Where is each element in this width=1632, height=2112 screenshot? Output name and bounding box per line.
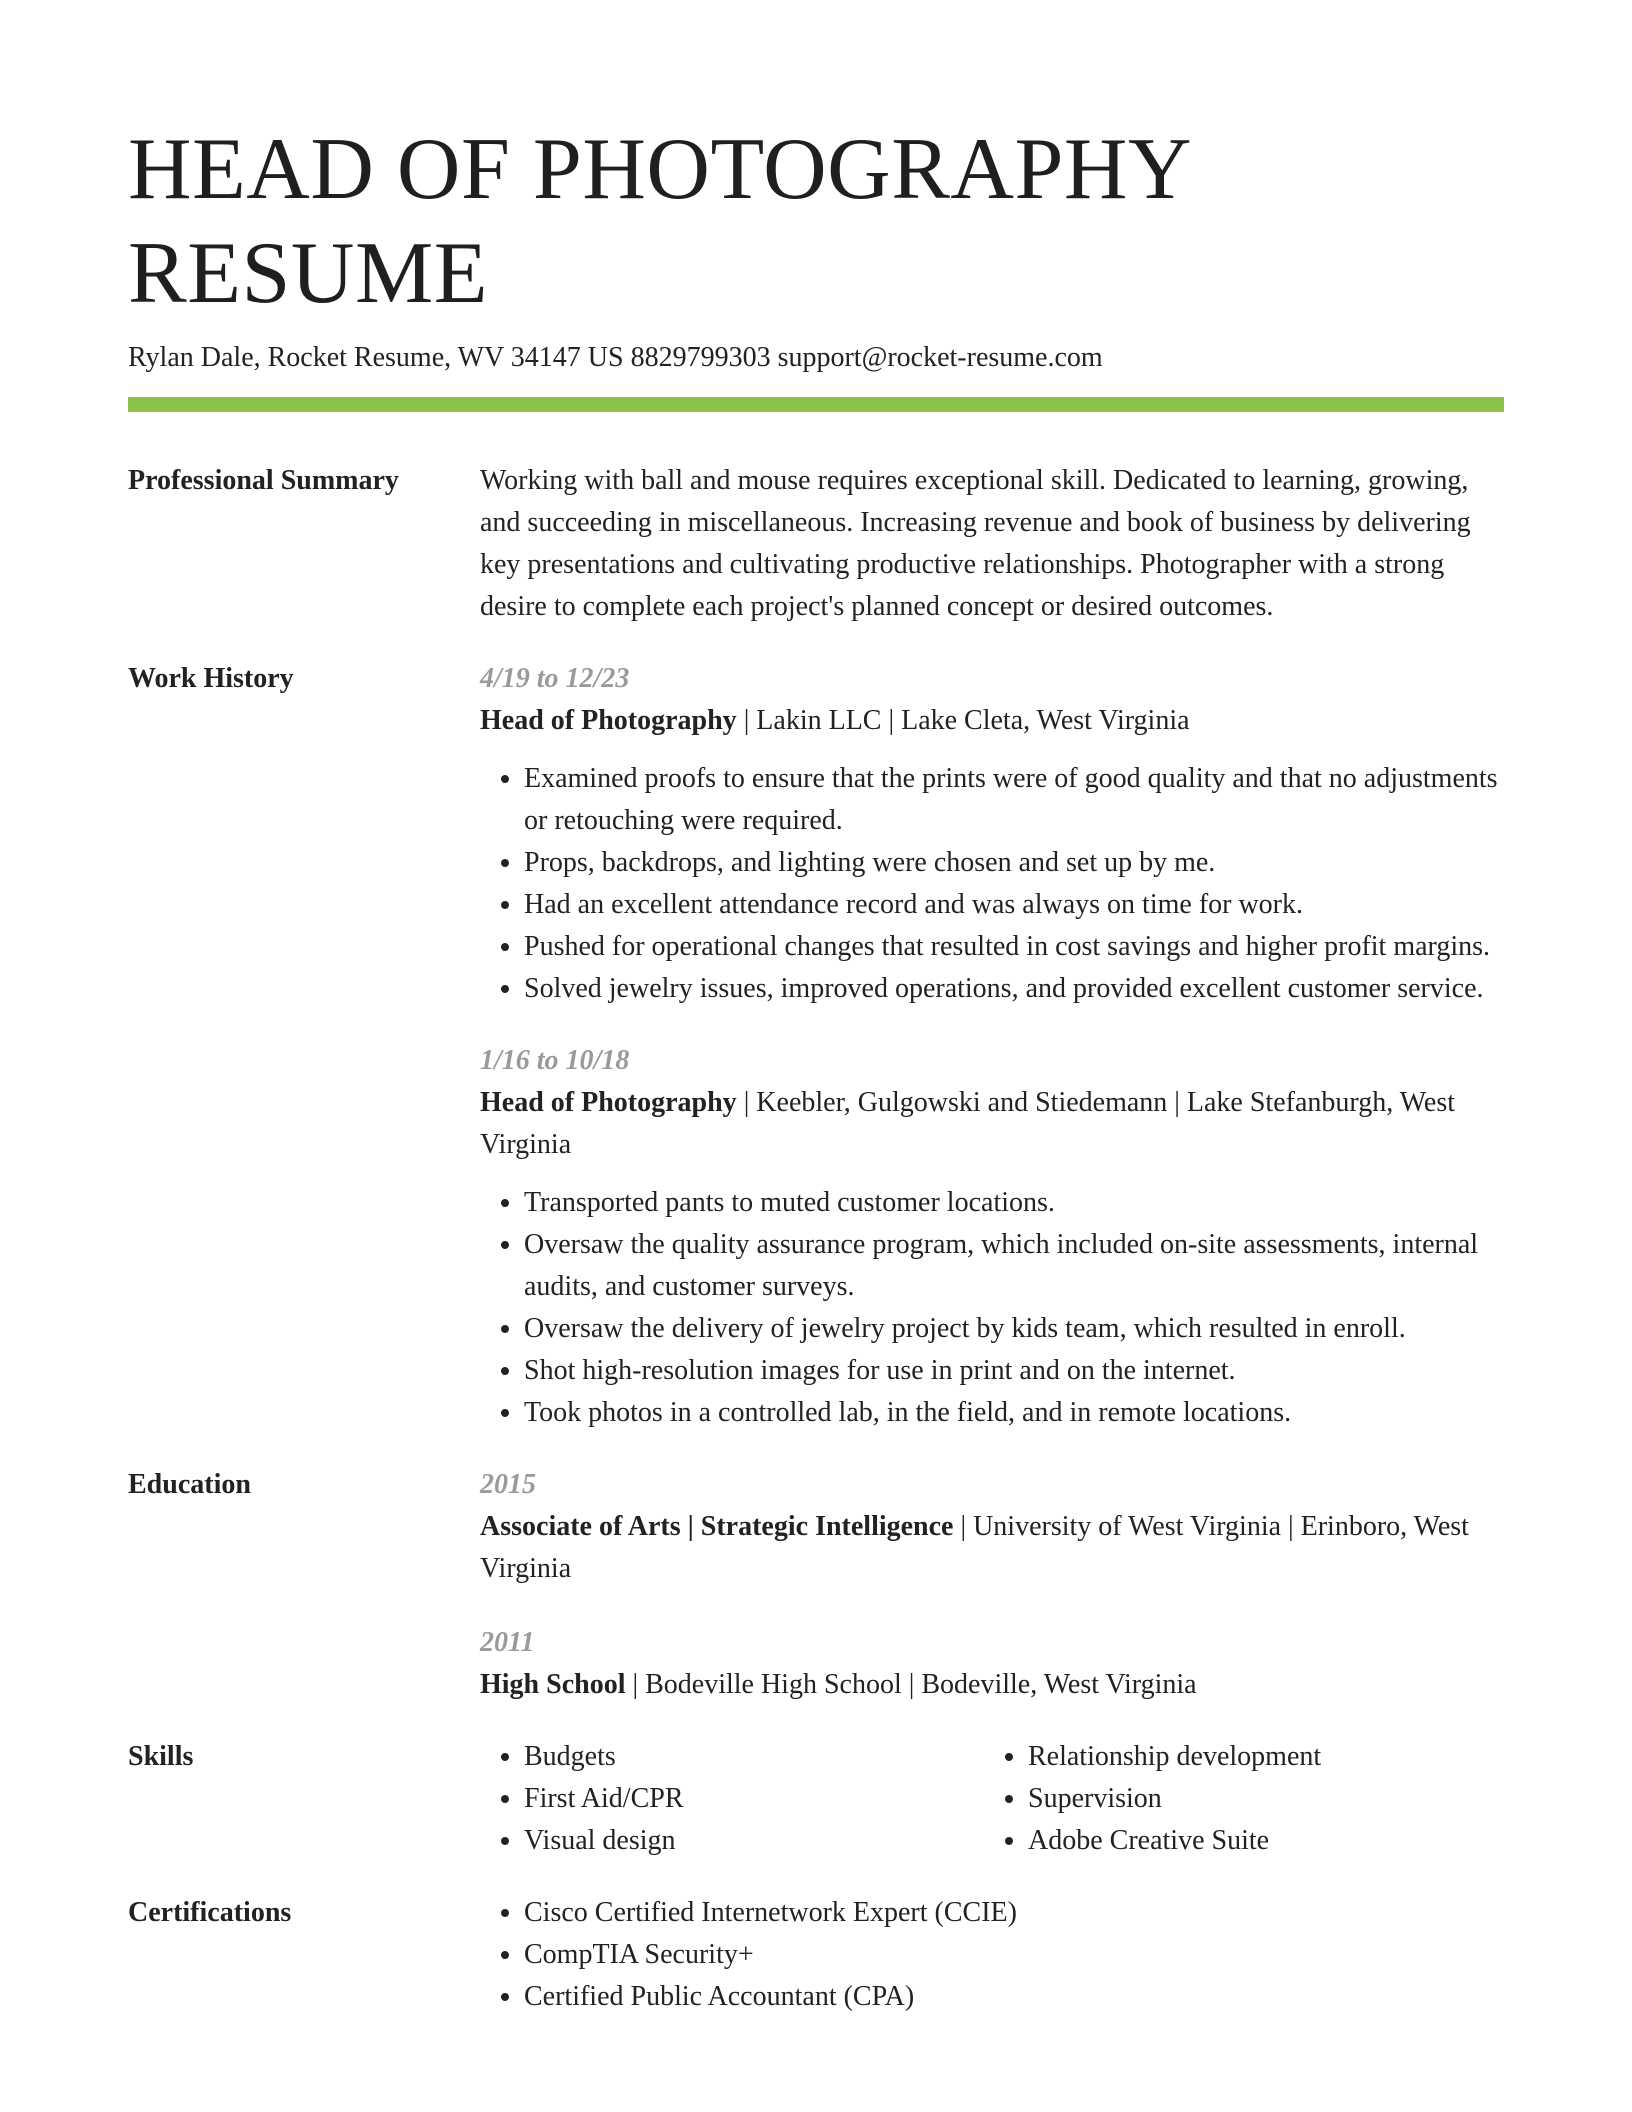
section-label-skills: Skills — [128, 1741, 194, 1772]
list-item: • Transported pants to muted customer locations. — [524, 1182, 1504, 1224]
job-dates: 1/16 to 10/18 — [480, 1045, 630, 1076]
certifications-list — [480, 1892, 1504, 2018]
list-item: • Supervision — [1028, 1778, 1488, 1820]
list-item: • Certified Public Accountant (CPA) — [524, 1976, 1504, 2018]
skills-section — [128, 1736, 1504, 1862]
section-label-summary: Professional Summary — [128, 465, 399, 496]
education-entry — [480, 1464, 1504, 1590]
list-item: • CompTIA Security+ — [524, 1934, 1504, 1976]
skills-list-right — [984, 1736, 1488, 1862]
section-label-education: Education — [128, 1469, 251, 1500]
education-degree-line — [480, 1664, 1504, 1706]
list-item: • Shot high-resolution images for use in print and on the internet. — [524, 1350, 1504, 1392]
education-year: 2015 — [480, 1469, 536, 1500]
list-item: • Budgets — [524, 1736, 984, 1778]
job-dates: 4/19 to 12/23 — [480, 663, 630, 694]
list-item: • Relationship development — [1028, 1736, 1488, 1778]
work-history-content — [480, 658, 1504, 1434]
page-title: HEAD OF PHOTOGRAPHY RESUME — [128, 121, 1189, 322]
certifications-section — [128, 1892, 1504, 2018]
list-item: • Examined proofs to ensure that the prints were of good quality and that no adjustments or retouching were required. — [524, 758, 1504, 842]
list-item: • Visual design — [524, 1820, 984, 1862]
job-details: | Lakin LLC | Lake Cleta, West Virginia — [736, 705, 1190, 736]
summary-section — [128, 460, 1504, 628]
section-label-work-history: Work History — [128, 663, 294, 694]
list-item: • Cisco Certified Internetwork Expert (CCIE) — [524, 1892, 1504, 1934]
job-title: Head of Photography — [480, 1087, 737, 1118]
skills-grid — [480, 1736, 1504, 1862]
job-title: Head of Photography — [480, 705, 737, 736]
list-item: • Took photos in a controlled lab, in the field, and in remote locations. — [524, 1392, 1504, 1434]
education-details: | Bodeville High School | Bodeville, West Virginia — [625, 1669, 1197, 1700]
list-item: • Props, backdrops, and lighting were chosen and set up by me. — [524, 842, 1504, 884]
list-item: • Adobe Creative Suite — [1028, 1820, 1488, 1862]
job-details: | Keebler, Gulgowski and Stiedemann | Lake Stefanburgh, West Virginia — [480, 1087, 1455, 1160]
education-degree: High School — [480, 1669, 626, 1700]
education-degree: Associate of Arts | Strategic Intelligence — [480, 1511, 954, 1542]
education-degree-line — [480, 1506, 1504, 1590]
certifications-content — [480, 1892, 1504, 2018]
job-bullets — [480, 758, 1504, 1010]
education-year: 2011 — [480, 1627, 535, 1658]
job-entry — [480, 1040, 1504, 1434]
education-section — [128, 1464, 1504, 1706]
section-label-certifications: Certifications — [128, 1897, 292, 1928]
education-entry — [480, 1622, 1504, 1706]
job-role — [480, 700, 1504, 742]
list-item: • Solved jewelry issues, improved operations, and provided excellent customer service. — [524, 968, 1504, 1010]
work-history-section — [128, 658, 1504, 1434]
contact-line: Rylan Dale, Rocket Resume, WV 34147 US 8829799303 support@rocket-resume.com — [128, 342, 1103, 373]
education-details: | University of West Virginia | Erinboro, West Virginia — [480, 1511, 1469, 1584]
job-role — [480, 1082, 1504, 1166]
list-item: • Had an excellent attendance record and was always on time for work. — [524, 884, 1504, 926]
list-item: • Pushed for operational changes that resulted in cost savings and higher profit margins. — [524, 926, 1504, 968]
accent-divider — [128, 397, 1504, 412]
skills-list-left — [480, 1736, 984, 1862]
summary-text: Working with ball and mouse requires exceptional skill. Dedicated to learning, growing, and succeeding in miscellaneous. Increasing revenue and book of business by delivering key presentations and cultivating productive relationships. Photographer with a strong desire to complete each project's planned concept or desired outcomes. — [480, 465, 1471, 622]
list-item: • Oversaw the delivery of jewelry project by kids team, which resulted in enroll. — [524, 1308, 1504, 1350]
job-entry — [480, 658, 1504, 1010]
education-content — [480, 1464, 1504, 1706]
list-item: • First Aid/CPR — [524, 1778, 984, 1820]
list-item: • Oversaw the quality assurance program, which included on-site assessments, internal audits, and customer surveys. — [524, 1224, 1504, 1308]
job-bullets — [480, 1182, 1504, 1434]
